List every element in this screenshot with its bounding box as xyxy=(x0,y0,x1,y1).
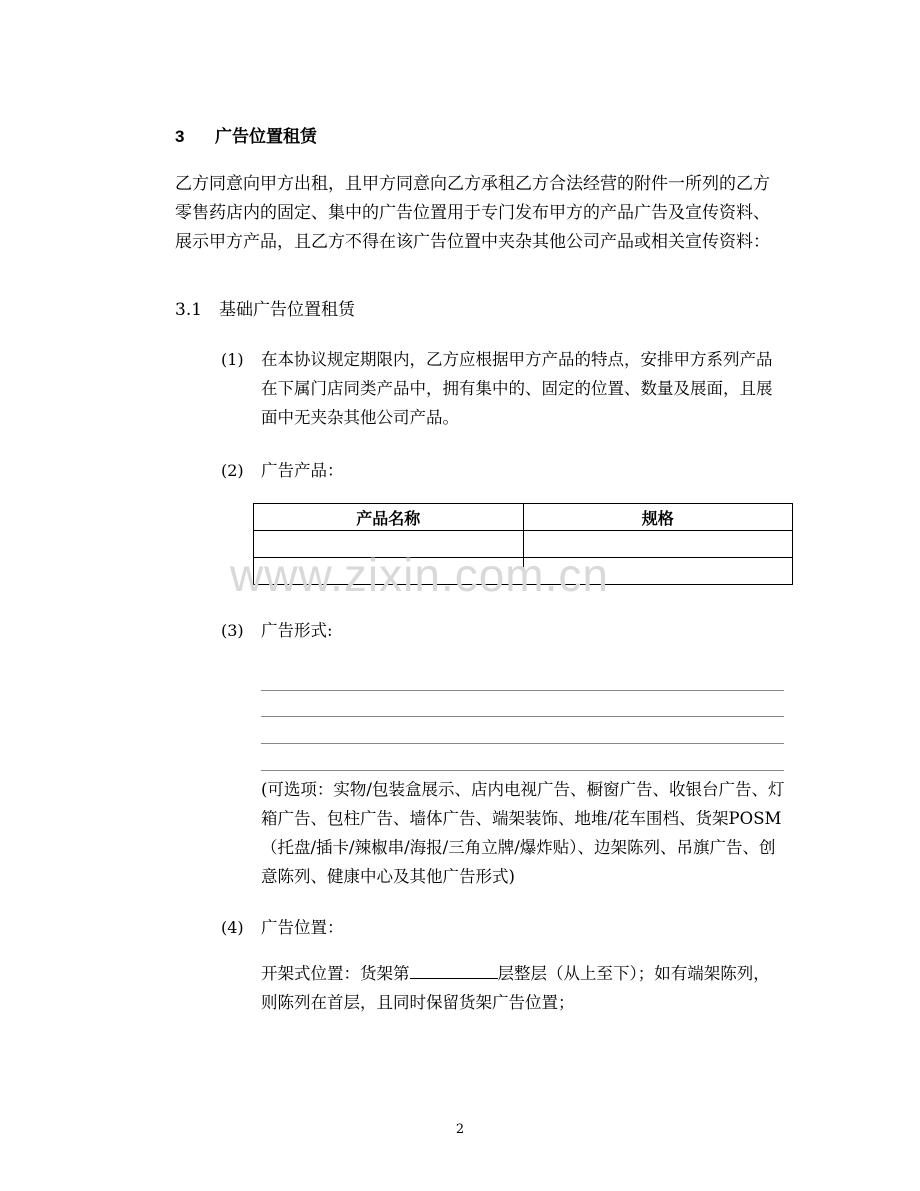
fill-line[interactable] xyxy=(261,770,784,771)
item-3-text: 广告形式: xyxy=(261,621,333,640)
table-header-spec: 规格 xyxy=(523,504,793,531)
subsection-title: 基础广告位置租赁 xyxy=(219,300,355,320)
intro-paragraph: 乙方同意向甲方出租，且甲方同意向乙方承租乙方合法经营的附件一所列的乙方零售药店内的固定、集中的广告位置用于专门发布甲方的产品广告及宣传资料、展示甲方产品，且乙方不得在该广告位置中夹杂其他公司产品或相关宣传资料： xyxy=(175,174,770,252)
item-4-label: (4) xyxy=(221,918,244,937)
position-paragraph xyxy=(261,959,786,1017)
table-header-name: 产品名称 xyxy=(254,504,524,531)
fill-line[interactable] xyxy=(261,716,784,717)
item-4-text: 广告位置： xyxy=(261,918,344,937)
item-2-text: 广告产品： xyxy=(261,461,344,480)
subsection-heading xyxy=(175,295,355,320)
floor-blank[interactable] xyxy=(410,962,498,979)
fill-line[interactable] xyxy=(261,743,784,744)
table-header-row xyxy=(254,504,793,531)
item-1-label: (1) xyxy=(221,350,244,369)
page-number: 2 xyxy=(455,1122,465,1137)
section-heading xyxy=(175,122,317,147)
section-number: 3 xyxy=(175,127,185,146)
item-1-text: 在本协议规定期限内，乙方应根据甲方产品的特点，安排甲方系列产品在下属门店同类产品中，拥有集中的、固定的位置、数量及展面，且展面中无夹杂其他公司产品。 xyxy=(261,350,773,427)
position-text-after: 层整层（从上至下）；如有端架陈列，则陈列在首层，且同时保留货架广告位置； xyxy=(261,964,770,1012)
watermark: www.zixin.com.cn xyxy=(230,549,609,601)
section-title: 广告位置租赁 xyxy=(215,127,317,146)
fill-line[interactable] xyxy=(261,690,784,691)
options-note: (可选项：实物/包装盒展示、店内电视广告、橱窗广告、收银台广告、灯箱广告、包柱广告、墙体广告、端架装饰、地堆/花车围档、货架POSM（托盘/插卡/辣椒串/海报/三角立牌/爆炸贴）、边架陈列、吊旗广告、创意陈列、健康中心及其他广告形式) xyxy=(261,780,785,886)
subsection-number: 3.1 xyxy=(175,300,203,320)
item-3-label: (3) xyxy=(221,621,244,640)
item-2-label: (2) xyxy=(221,461,244,480)
position-text-before: 开架式位置：货架第 xyxy=(261,964,410,983)
